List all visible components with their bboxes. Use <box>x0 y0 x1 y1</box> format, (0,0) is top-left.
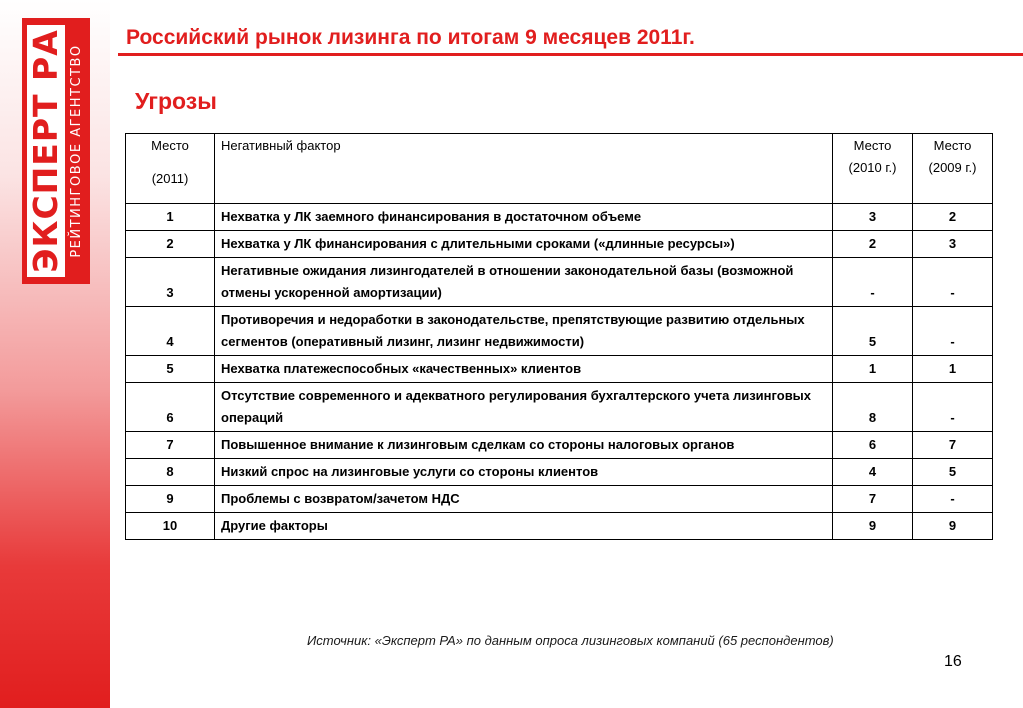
header-place-2009: Место (2009 г.) <box>913 134 993 204</box>
cell-place-2010: 4 <box>833 459 913 486</box>
cell-place-2009: - <box>913 258 993 307</box>
cell-factor: Низкий спрос на лизинговые услуги со стороны клиентов <box>215 459 833 486</box>
logo-wordmark: ЭКСПЕРТ РА <box>27 25 65 277</box>
slide-subtitle: Угрозы <box>135 88 217 114</box>
title-divider <box>118 53 1023 56</box>
cell-place: 9 <box>126 486 215 513</box>
cell-place-2010: 2 <box>833 231 913 258</box>
table-row <box>126 258 993 307</box>
table-row <box>126 356 993 383</box>
cell-place-2010: 6 <box>833 432 913 459</box>
cell-place-2010: 8 <box>833 383 913 432</box>
cell-place: 1 <box>126 204 215 231</box>
cell-place-2009: - <box>913 307 993 356</box>
cell-place: 7 <box>126 432 215 459</box>
header-place-2010: Место (2010 г.) <box>833 134 913 204</box>
cell-place: 2 <box>126 231 215 258</box>
cell-factor: Нехватка у ЛК финансирования с длительными сроками («длинные ресурсы») <box>215 231 833 258</box>
cell-place-2010: 1 <box>833 356 913 383</box>
cell-factor: Другие факторы <box>215 513 833 540</box>
cell-place-2010: 7 <box>833 486 913 513</box>
cell-place-2009: 1 <box>913 356 993 383</box>
threats-table <box>125 133 993 540</box>
table-row <box>126 383 993 432</box>
table-row <box>126 204 993 231</box>
cell-place: 8 <box>126 459 215 486</box>
cell-factor: Проблемы с возвратом/зачетом НДС <box>215 486 833 513</box>
table-row <box>126 486 993 513</box>
cell-factor: Отсутствие современного и адекватного регулирования бухгалтерского учета лизинговых операций <box>215 383 833 432</box>
table-header-row <box>126 134 993 204</box>
table-row <box>126 513 993 540</box>
cell-place-2009: 5 <box>913 459 993 486</box>
table-row <box>126 307 993 356</box>
cell-place-2009: 9 <box>913 513 993 540</box>
cell-place-2009: 2 <box>913 204 993 231</box>
table-row <box>126 231 993 258</box>
cell-place: 6 <box>126 383 215 432</box>
expert-ra-logo <box>22 18 90 284</box>
cell-place-2009: 7 <box>913 432 993 459</box>
cell-place-2010: 3 <box>833 204 913 231</box>
cell-place-2009: - <box>913 383 993 432</box>
cell-place-2010: 9 <box>833 513 913 540</box>
cell-place-2009: - <box>913 486 993 513</box>
cell-factor: Нехватка у ЛК заемного финансирования в достаточном объеме <box>215 204 833 231</box>
cell-place-2010: 5 <box>833 307 913 356</box>
cell-place: 4 <box>126 307 215 356</box>
cell-factor: Негативные ожидания лизингодателей в отношении законодательной базы (возможной отмены ускоренной амортизации) <box>215 258 833 307</box>
table-row <box>126 459 993 486</box>
cell-place: 10 <box>126 513 215 540</box>
source-note: Источник: «Эксперт РА» по данным опроса лизинговых компаний (65 респондентов) <box>307 633 834 648</box>
cell-factor: Нехватка платежеспособных «качественных» клиентов <box>215 356 833 383</box>
cell-factor: Повышенное внимание к лизинговым сделкам со стороны налоговых органов <box>215 432 833 459</box>
cell-place: 3 <box>126 258 215 307</box>
table-row <box>126 432 993 459</box>
header-factor: Негативный фактор <box>215 134 833 204</box>
cell-factor: Противоречия и недоработки в законодательстве, препятствующие развитию отдельных сегментов (оперативный лизинг, лизинг недвижимости) <box>215 307 833 356</box>
slide-title: Российский рынок лизинга по итогам 9 месяцев 2011г. <box>126 26 695 49</box>
header-place-2011: Место (2011) <box>126 134 215 204</box>
cell-place-2009: 3 <box>913 231 993 258</box>
cell-place: 5 <box>126 356 215 383</box>
cell-place-2010: - <box>833 258 913 307</box>
logo-tagline: РЕЙТИНГОВОЕ АГЕНТСТВО <box>68 44 84 258</box>
page-number: 16 <box>944 653 962 670</box>
